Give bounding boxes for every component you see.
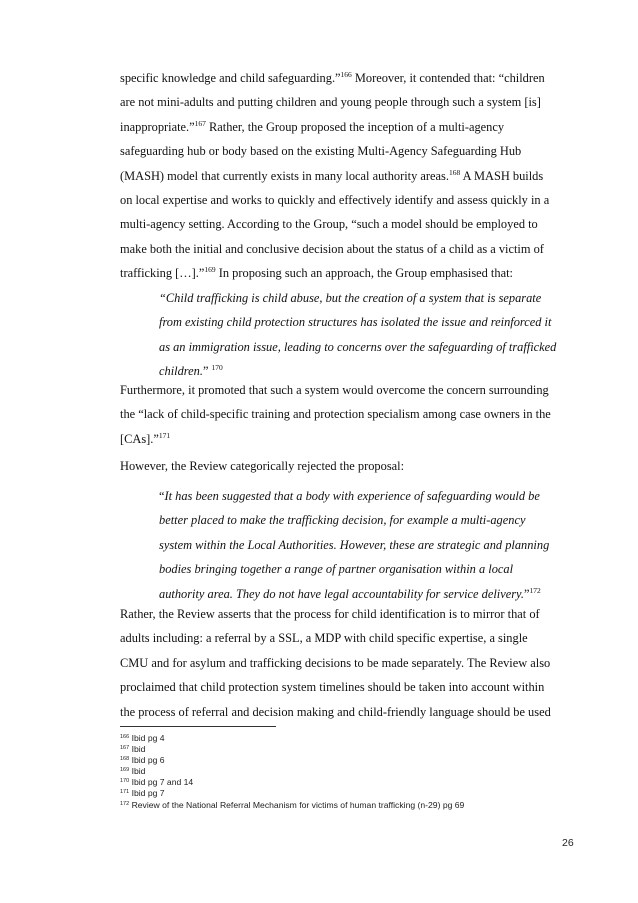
page-number: 26 bbox=[562, 837, 574, 849]
quote-line: “Child trafficking is child abuse, but the creation of a system that is separate bbox=[159, 291, 542, 305]
footnote-item: $^{170}$ Ibid pg 7 and 14 bbox=[120, 777, 194, 788]
footnote-item: $^{168}$ Ibid pg 6 bbox=[120, 755, 165, 766]
quote-line: “It has been suggested that a body with experience of safeguarding would be bbox=[159, 489, 540, 503]
text-line: adults including: a referral by a SSL, a MDP with child specific expertise, a single bbox=[120, 631, 528, 646]
footnote-item: $^{166}$ Ibid pg 4 bbox=[120, 733, 165, 743]
text-line: specific knowledge and child safeguarding.”$^{166}$ Moreover, it contended that: “children bbox=[120, 70, 545, 85]
footnote-item: $^{167}$ Ibid bbox=[120, 744, 146, 755]
footnote-ref-169[interactable]: 169 bbox=[204, 265, 216, 275]
footnote-ref-168[interactable]: 168 bbox=[448, 167, 461, 177]
quote-line: children.” $^{170}$ bbox=[159, 363, 223, 379]
footnote-ref-167[interactable]: 167 bbox=[194, 118, 206, 128]
footnote-ref-172[interactable]: 172 bbox=[529, 585, 541, 595]
paragraph-however bbox=[120, 454, 572, 478]
quote-line: as an immigration issue, leading to concerns over the safeguarding of trafficked bbox=[159, 339, 557, 354]
footnote-ref-171[interactable]: 171 bbox=[158, 430, 171, 440]
text-line: are not mini-adults and putting children and young people through such a system [is] bbox=[120, 95, 541, 110]
text-line: proclaimed that child protection system timelines should be taken into account within bbox=[120, 680, 545, 695]
text-line: (MASH) model that currently exists in many local authority areas.$^{168}$ A MASH builds bbox=[120, 167, 544, 183]
text-line: on local expertise and works to quickly and effectively identify and assess quickly in a bbox=[120, 193, 550, 208]
quote-line: bodies bringing together a range of partner organisation within a local bbox=[159, 562, 514, 577]
footnote-separator bbox=[120, 726, 276, 727]
footnote-item: $^{171}$ Ibid pg 7 bbox=[120, 788, 165, 799]
text-line: trafficking […].”$^{169}$ In proposing such an approach, the Group emphasised that: bbox=[120, 265, 513, 281]
paragraph-rather bbox=[120, 602, 572, 724]
quote-line: better placed to make the trafficking decision, for example a multi-agency bbox=[159, 513, 526, 528]
footnote-item: $^{169}$ Ibid bbox=[120, 766, 146, 777]
text-line: However, the Review categorically rejected the proposal: bbox=[120, 459, 405, 473]
footnote-item: $^{172}$ Review of the National Referral Mechanism for victims of human trafficking (n-29) pg 69 bbox=[120, 799, 465, 810]
block-quote-review bbox=[159, 484, 579, 606]
text-line: [CAs].”$^{171}$ bbox=[120, 430, 171, 446]
paragraph-group-proposal bbox=[120, 66, 572, 286]
quote-line: from existing child protection structures has isolated the issue and reinforced it bbox=[159, 315, 552, 330]
footnote-ref-166[interactable]: 166 bbox=[340, 70, 352, 79]
text-line: Furthermore, it promoted that such a system would overcome the concern surrounding bbox=[120, 383, 549, 397]
paragraph-furthermore bbox=[120, 378, 572, 451]
block-quote-group bbox=[159, 286, 579, 384]
text-line: inappropriate.”$^{167}$ Rather, the Group proposed the inception of a multi-agency bbox=[120, 118, 505, 134]
text-line: the “lack of child-specific training and protection specialism among case owners in the bbox=[120, 407, 551, 422]
footnotes bbox=[120, 733, 570, 811]
text-line: Rather, the Review asserts that the process for child identification is to mirror that of bbox=[120, 607, 540, 621]
text-line: multi-agency setting. According to the Group, “such a model should be employed to bbox=[120, 217, 538, 232]
quote-line: authority area. They do not have legal accountability for service delivery.”$^{172}$ bbox=[159, 585, 541, 601]
text-line: the process of referral and decision making and child-friendly language should be used bbox=[120, 704, 551, 719]
text-line: CMU and for asylum and trafficking decisions to be made separately. The Review also bbox=[120, 655, 551, 670]
quote-line: system within the Local Authorities. However, these are strategic and planning bbox=[159, 537, 550, 552]
footnote-ref-170[interactable]: 170 bbox=[211, 363, 223, 373]
text-line: make both the initial and conclusive decision about the status of a child as a victim of bbox=[120, 241, 544, 256]
text-line: safeguarding hub or body based on the existing Multi-Agency Safeguarding Hub bbox=[120, 144, 522, 159]
